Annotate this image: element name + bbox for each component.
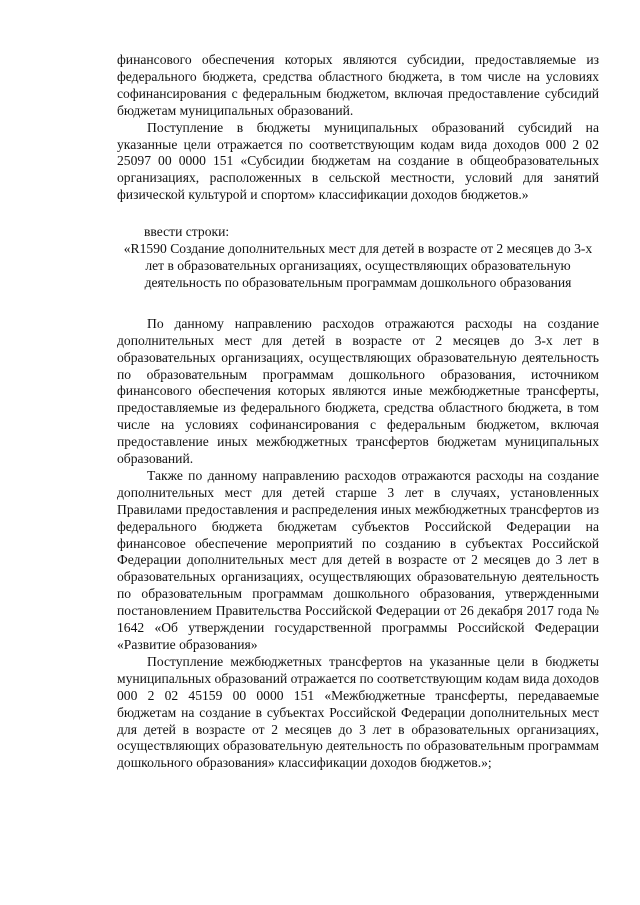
paragraph-subsidy-income: Поступление в бюджеты муниципальных образований субсидий на указанные цели отражается по соответствующим кодам вида доходов 000 2 02 25097 00 0000 151 «Субсидии бюджетам на создание в общеобразовательных организациях, расположенных в сельской местности, условий для занятий физической культурой и спортом» классификации доходов бюджетов.» — [117, 119, 599, 203]
paragraph-continuation: финансового обеспечения которых являются субсидии, предоставляемые из федерального бюджета, средства областного бюджета, в том числе на условиях софинансирования с федеральным бюджетом, включая предоставление субсидий бюджетам муниципальных образований. — [117, 52, 599, 118]
paragraph-additional-expenses: Также по данному направлению расходов отражаются расходы на создание дополнительных мест для детей старше 3 лет в случаях, установленных Правилами предоставления и распределения иных межбюджетных трансфертов из федерального бюджета бюджетам субъектов Российской Федерации на финансовое обеспечение мероприятий по созданию в субъектах Российской Федерации дополнительных мест для детей в возрасте от 2 месяцев до 3 лет в образовательных организациях, осуществляющих образовательную деятельность по образовательным программам дошкольного образования, утвержденными постановлением Правительства Российской Федерации от 26 декабря 2017 года № 1642 «Об утверждении государственной программы Российской Федерации «Развитие образования» — [117, 467, 599, 652]
document-page — [117, 52, 599, 772]
paragraph-expense-direction: По данному направлению расходов отражаются расходы на создание дополнительных мест для детей в возрасте от 2 месяцев до 3-х лет в образовательных организациях, осуществляющих образовательную деятельность по образовательным программам дошкольного образования, источником финансового обеспечения которых являются иные межбюджетные трансферты, предоставляемые из федерального бюджета, средства областного бюджета, в том числе на условиях софинансирования с федеральным бюджетом, включая предоставление иных межбюджетных трансфертов бюджетам муниципальных образований. — [117, 315, 599, 467]
paragraph-transfer-income: Поступление межбюджетных трансфертов на указанные цели в бюджеты муниципальных образований отражается по соответствующим кодам вида доходов 000 2 02 45159 00 0000 151 «Межбюджетные трансферты, передаваемые бюджетам на создание в субъектах Российской Федерации дополнительных мест для детей в возрасте от 2 месяцев до 3 лет в образовательных организациях, осуществляющих образовательную деятельность по образовательным программам дошкольного образования» классификации доходов бюджетов.»; — [117, 653, 599, 771]
budget-line-heading: «R1590 Создание дополнительных мест для детей в возрасте от 2 месяцев до 3-х лет в образовательных организациях, осуществляющих образовательную деятельность по образовательным программам дошкольного образования — [123, 241, 593, 290]
insert-rows-intro: ввести строки: — [144, 224, 230, 240]
